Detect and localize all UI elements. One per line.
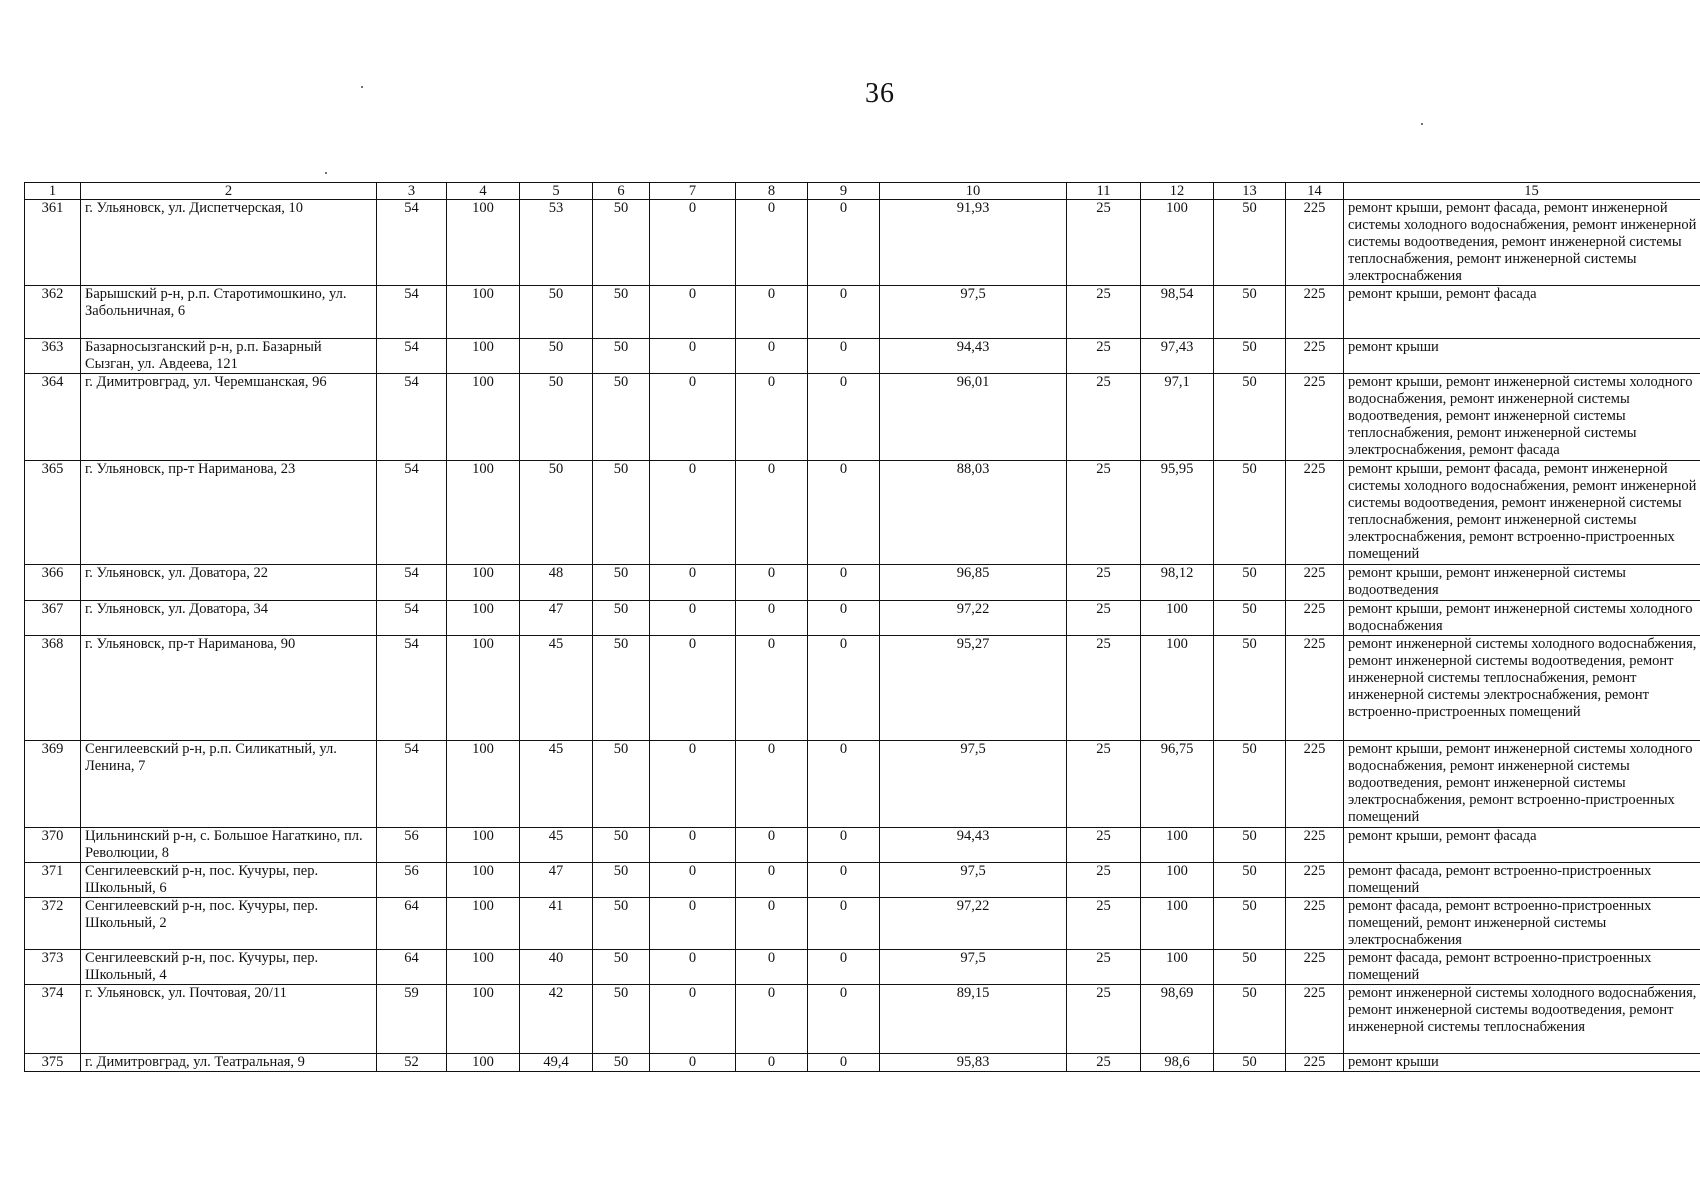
value-cell-c5: 45 — [520, 636, 593, 741]
value-cell-c5: 45 — [520, 741, 593, 828]
value-cell-c11: 25 — [1067, 950, 1141, 985]
value-cell-c11: 25 — [1067, 461, 1141, 565]
works-cell: ремонт фасада, ремонт встроенно-пристроенных помещений — [1344, 863, 1700, 898]
value-cell-c7: 0 — [650, 898, 736, 950]
value-cell-c12: 100 — [1141, 200, 1214, 286]
value-cell-c7: 0 — [650, 565, 736, 601]
address-cell: г. Ульяновск, пр-т Нариманова, 90 — [81, 636, 377, 741]
value-cell-c6: 50 — [593, 339, 650, 374]
value-cell-c3: 54 — [377, 741, 447, 828]
value-cell-c5: 50 — [520, 339, 593, 374]
value-cell-c8: 0 — [736, 461, 808, 565]
address-cell: г. Димитровград, ул. Театральная, 9 — [81, 1054, 377, 1072]
value-cell-c13: 50 — [1214, 950, 1286, 985]
column-header-8: 8 — [736, 183, 808, 200]
value-cell-c10: 97,5 — [880, 741, 1067, 828]
row-number: 364 — [25, 374, 81, 461]
value-cell-c3: 54 — [377, 286, 447, 339]
value-cell-c12: 100 — [1141, 636, 1214, 741]
value-cell-c14: 225 — [1286, 898, 1344, 950]
value-cell-c4: 100 — [447, 636, 520, 741]
value-cell-c9: 0 — [808, 461, 880, 565]
address-cell: Сенгилеевский р-н, пос. Кучуры, пер. Школьный, 6 — [81, 863, 377, 898]
value-cell-c5: 42 — [520, 985, 593, 1054]
value-cell-c3: 54 — [377, 565, 447, 601]
value-cell-c13: 50 — [1214, 985, 1286, 1054]
value-cell-c5: 53 — [520, 200, 593, 286]
row-number: 366 — [25, 565, 81, 601]
value-cell-c10: 95,83 — [880, 1054, 1067, 1072]
value-cell-c14: 225 — [1286, 286, 1344, 339]
value-cell-c8: 0 — [736, 286, 808, 339]
value-cell-c9: 0 — [808, 950, 880, 985]
works-cell: ремонт крыши — [1344, 339, 1700, 374]
value-cell-c10: 97,22 — [880, 898, 1067, 950]
value-cell-c8: 0 — [736, 636, 808, 741]
works-cell: ремонт крыши, ремонт инженерной системы холодного водоснабжения, ремонт инженерной системы водоотведения, ремонт инженерной системы теплоснабжения, ремонт инженерной системы электроснабжения, ремонт фасада — [1344, 374, 1700, 461]
address-cell: г. Ульяновск, пр-т Нариманова, 23 — [81, 461, 377, 565]
value-cell-c4: 100 — [447, 863, 520, 898]
value-cell-c14: 225 — [1286, 461, 1344, 565]
works-cell: ремонт крыши, ремонт фасада, ремонт инженерной системы холодного водоснабжения, ремонт инженерной системы водоотведения, ремонт инженерной системы теплоснабжения, ремонт инженерной системы электроснабжения, ремонт встроенно-пристроенных помещений — [1344, 461, 1700, 565]
column-header-5: 5 — [520, 183, 593, 200]
scan-speck — [1421, 123, 1423, 125]
value-cell-c5: 49,4 — [520, 1054, 593, 1072]
value-cell-c13: 50 — [1214, 741, 1286, 828]
row-number: 368 — [25, 636, 81, 741]
value-cell-c12: 100 — [1141, 863, 1214, 898]
works-cell: ремонт крыши — [1344, 1054, 1700, 1072]
value-cell-c6: 50 — [593, 374, 650, 461]
value-cell-c4: 100 — [447, 461, 520, 565]
value-cell-c13: 50 — [1214, 565, 1286, 601]
value-cell-c11: 25 — [1067, 863, 1141, 898]
value-cell-c8: 0 — [736, 950, 808, 985]
column-header-11: 11 — [1067, 183, 1141, 200]
registry-table — [24, 182, 1700, 1072]
value-cell-c12: 98,6 — [1141, 1054, 1214, 1072]
column-header-4: 4 — [447, 183, 520, 200]
value-cell-c11: 25 — [1067, 200, 1141, 286]
value-cell-c6: 50 — [593, 1054, 650, 1072]
table-row — [25, 950, 1700, 985]
value-cell-c14: 225 — [1286, 950, 1344, 985]
value-cell-c7: 0 — [650, 1054, 736, 1072]
value-cell-c9: 0 — [808, 200, 880, 286]
value-cell-c14: 225 — [1286, 828, 1344, 863]
value-cell-c14: 225 — [1286, 601, 1344, 636]
value-cell-c6: 50 — [593, 286, 650, 339]
value-cell-c9: 0 — [808, 636, 880, 741]
value-cell-c5: 48 — [520, 565, 593, 601]
value-cell-c6: 50 — [593, 601, 650, 636]
value-cell-c4: 100 — [447, 374, 520, 461]
value-cell-c9: 0 — [808, 565, 880, 601]
value-cell-c3: 52 — [377, 1054, 447, 1072]
value-cell-c7: 0 — [650, 374, 736, 461]
value-cell-c4: 100 — [447, 565, 520, 601]
value-cell-c12: 98,54 — [1141, 286, 1214, 339]
value-cell-c11: 25 — [1067, 828, 1141, 863]
value-cell-c14: 225 — [1286, 741, 1344, 828]
value-cell-c9: 0 — [808, 898, 880, 950]
value-cell-c10: 97,5 — [880, 950, 1067, 985]
value-cell-c14: 225 — [1286, 200, 1344, 286]
value-cell-c11: 25 — [1067, 898, 1141, 950]
value-cell-c8: 0 — [736, 601, 808, 636]
table-row — [25, 863, 1700, 898]
value-cell-c10: 97,5 — [880, 863, 1067, 898]
value-cell-c11: 25 — [1067, 985, 1141, 1054]
address-cell: г. Ульяновск, ул. Доватора, 34 — [81, 601, 377, 636]
row-number: 370 — [25, 828, 81, 863]
value-cell-c3: 56 — [377, 828, 447, 863]
value-cell-c13: 50 — [1214, 200, 1286, 286]
value-cell-c7: 0 — [650, 950, 736, 985]
value-cell-c4: 100 — [447, 898, 520, 950]
value-cell-c9: 0 — [808, 339, 880, 374]
value-cell-c6: 50 — [593, 200, 650, 286]
value-cell-c12: 100 — [1141, 950, 1214, 985]
table-row — [25, 565, 1700, 601]
value-cell-c3: 54 — [377, 461, 447, 565]
value-cell-c13: 50 — [1214, 863, 1286, 898]
works-cell: ремонт инженерной системы холодного водоснабжения, ремонт инженерной системы водоотведения, ремонт инженерной системы теплоснабжения, ремонт инженерной системы электроснабжения, ремонт встроенно-пристроенных помещений — [1344, 636, 1700, 741]
value-cell-c3: 64 — [377, 898, 447, 950]
value-cell-c13: 50 — [1214, 601, 1286, 636]
value-cell-c12: 97,1 — [1141, 374, 1214, 461]
value-cell-c14: 225 — [1286, 985, 1344, 1054]
value-cell-c7: 0 — [650, 741, 736, 828]
value-cell-c14: 225 — [1286, 374, 1344, 461]
page-number: 36 — [865, 78, 895, 109]
table-row — [25, 898, 1700, 950]
value-cell-c8: 0 — [736, 828, 808, 863]
value-cell-c13: 50 — [1214, 339, 1286, 374]
value-cell-c3: 59 — [377, 985, 447, 1054]
address-cell: г. Димитровград, ул. Черемшанская, 96 — [81, 374, 377, 461]
value-cell-c8: 0 — [736, 339, 808, 374]
value-cell-c3: 54 — [377, 601, 447, 636]
value-cell-c12: 97,43 — [1141, 339, 1214, 374]
column-header-1: 1 — [25, 183, 81, 200]
value-cell-c8: 0 — [736, 1054, 808, 1072]
column-header-2: 2 — [81, 183, 377, 200]
scan-speck — [361, 86, 363, 88]
value-cell-c4: 100 — [447, 950, 520, 985]
value-cell-c12: 98,69 — [1141, 985, 1214, 1054]
row-number: 371 — [25, 863, 81, 898]
value-cell-c5: 41 — [520, 898, 593, 950]
value-cell-c12: 100 — [1141, 898, 1214, 950]
value-cell-c10: 89,15 — [880, 985, 1067, 1054]
value-cell-c7: 0 — [650, 339, 736, 374]
works-cell: ремонт крыши, ремонт инженерной системы холодного водоснабжения — [1344, 601, 1700, 636]
value-cell-c3: 54 — [377, 339, 447, 374]
table-row — [25, 339, 1700, 374]
column-header-14: 14 — [1286, 183, 1344, 200]
address-cell: г. Ульяновск, ул. Диспетчерская, 10 — [81, 200, 377, 286]
value-cell-c6: 50 — [593, 950, 650, 985]
works-cell: ремонт крыши, ремонт инженерной системы холодного водоснабжения, ремонт инженерной системы водоотведения, ремонт инженерной системы электроснабжения, ремонт встроенно-пристроенных помещений — [1344, 741, 1700, 828]
scan-speck — [325, 172, 327, 174]
column-header-15: 15 — [1344, 183, 1700, 200]
value-cell-c12: 100 — [1141, 601, 1214, 636]
value-cell-c13: 50 — [1214, 636, 1286, 741]
table-row — [25, 828, 1700, 863]
row-number: 365 — [25, 461, 81, 565]
value-cell-c14: 225 — [1286, 1054, 1344, 1072]
value-cell-c10: 95,27 — [880, 636, 1067, 741]
value-cell-c11: 25 — [1067, 636, 1141, 741]
value-cell-c11: 25 — [1067, 565, 1141, 601]
value-cell-c7: 0 — [650, 200, 736, 286]
value-cell-c4: 100 — [447, 286, 520, 339]
table-row — [25, 286, 1700, 339]
row-number: 373 — [25, 950, 81, 985]
works-cell: ремонт крыши, ремонт фасада — [1344, 286, 1700, 339]
table-body — [25, 200, 1700, 1072]
value-cell-c3: 54 — [377, 636, 447, 741]
value-cell-c13: 50 — [1214, 461, 1286, 565]
value-cell-c7: 0 — [650, 286, 736, 339]
row-number: 367 — [25, 601, 81, 636]
value-cell-c4: 100 — [447, 985, 520, 1054]
row-number: 375 — [25, 1054, 81, 1072]
value-cell-c6: 50 — [593, 741, 650, 828]
column-header-13: 13 — [1214, 183, 1286, 200]
value-cell-c5: 50 — [520, 461, 593, 565]
row-number: 374 — [25, 985, 81, 1054]
table-row — [25, 461, 1700, 565]
value-cell-c12: 100 — [1141, 828, 1214, 863]
value-cell-c6: 50 — [593, 565, 650, 601]
value-cell-c3: 54 — [377, 374, 447, 461]
address-cell: Барышский р-н, р.п. Старотимошкино, ул. Забольничная, 6 — [81, 286, 377, 339]
value-cell-c9: 0 — [808, 286, 880, 339]
value-cell-c9: 0 — [808, 828, 880, 863]
value-cell-c10: 96,01 — [880, 374, 1067, 461]
address-cell: Сенгилеевский р-н, р.п. Силикатный, ул. Ленина, 7 — [81, 741, 377, 828]
value-cell-c8: 0 — [736, 200, 808, 286]
value-cell-c14: 225 — [1286, 863, 1344, 898]
value-cell-c10: 94,43 — [880, 828, 1067, 863]
value-cell-c11: 25 — [1067, 374, 1141, 461]
works-cell: ремонт фасада, ремонт встроенно-пристроенных помещений, ремонт инженерной системы электроснабжения — [1344, 898, 1700, 950]
value-cell-c6: 50 — [593, 636, 650, 741]
value-cell-c4: 100 — [447, 1054, 520, 1072]
value-cell-c10: 97,22 — [880, 601, 1067, 636]
value-cell-c5: 50 — [520, 374, 593, 461]
value-cell-c13: 50 — [1214, 1054, 1286, 1072]
value-cell-c4: 100 — [447, 601, 520, 636]
value-cell-c13: 50 — [1214, 286, 1286, 339]
address-cell: Сенгилеевский р-н, пос. Кучуры, пер. Школьный, 4 — [81, 950, 377, 985]
row-number: 361 — [25, 200, 81, 286]
value-cell-c3: 64 — [377, 950, 447, 985]
value-cell-c12: 98,12 — [1141, 565, 1214, 601]
value-cell-c6: 50 — [593, 863, 650, 898]
value-cell-c10: 96,85 — [880, 565, 1067, 601]
value-cell-c8: 0 — [736, 898, 808, 950]
value-cell-c10: 94,43 — [880, 339, 1067, 374]
value-cell-c8: 0 — [736, 985, 808, 1054]
address-cell: г. Ульяновск, ул. Доватора, 22 — [81, 565, 377, 601]
value-cell-c13: 50 — [1214, 828, 1286, 863]
value-cell-c14: 225 — [1286, 636, 1344, 741]
works-cell: ремонт крыши, ремонт фасада — [1344, 828, 1700, 863]
value-cell-c11: 25 — [1067, 339, 1141, 374]
value-cell-c9: 0 — [808, 1054, 880, 1072]
value-cell-c9: 0 — [808, 741, 880, 828]
column-header-7: 7 — [650, 183, 736, 200]
value-cell-c11: 25 — [1067, 741, 1141, 828]
value-cell-c8: 0 — [736, 741, 808, 828]
table-row — [25, 985, 1700, 1054]
value-cell-c6: 50 — [593, 985, 650, 1054]
value-cell-c3: 54 — [377, 200, 447, 286]
value-cell-c8: 0 — [736, 863, 808, 898]
header-row — [25, 183, 1700, 200]
value-cell-c12: 95,95 — [1141, 461, 1214, 565]
value-cell-c10: 97,5 — [880, 286, 1067, 339]
table-row — [25, 1054, 1700, 1072]
works-cell: ремонт крыши, ремонт фасада, ремонт инженерной системы холодного водоснабжения, ремонт инженерной системы водоотведения, ремонт инженерной системы теплоснабжения, ремонт инженерной системы электроснабжения — [1344, 200, 1700, 286]
value-cell-c7: 0 — [650, 828, 736, 863]
value-cell-c12: 96,75 — [1141, 741, 1214, 828]
value-cell-c5: 50 — [520, 286, 593, 339]
value-cell-c13: 50 — [1214, 898, 1286, 950]
value-cell-c7: 0 — [650, 985, 736, 1054]
value-cell-c9: 0 — [808, 985, 880, 1054]
works-cell: ремонт фасада, ремонт встроенно-пристроенных помещений — [1344, 950, 1700, 985]
value-cell-c10: 88,03 — [880, 461, 1067, 565]
row-number: 369 — [25, 741, 81, 828]
value-cell-c7: 0 — [650, 601, 736, 636]
works-cell: ремонт инженерной системы холодного водоснабжения, ремонт инженерной системы водоотведения, ремонт инженерной системы теплоснабжения — [1344, 985, 1700, 1054]
value-cell-c4: 100 — [447, 741, 520, 828]
value-cell-c4: 100 — [447, 200, 520, 286]
column-header-12: 12 — [1141, 183, 1214, 200]
table-row — [25, 200, 1700, 286]
value-cell-c8: 0 — [736, 565, 808, 601]
value-cell-c9: 0 — [808, 601, 880, 636]
value-cell-c9: 0 — [808, 374, 880, 461]
works-cell: ремонт крыши, ремонт инженерной системы водоотведения — [1344, 565, 1700, 601]
column-header-6: 6 — [593, 183, 650, 200]
column-header-9: 9 — [808, 183, 880, 200]
value-cell-c14: 225 — [1286, 339, 1344, 374]
row-number: 363 — [25, 339, 81, 374]
row-number: 372 — [25, 898, 81, 950]
value-cell-c11: 25 — [1067, 286, 1141, 339]
value-cell-c8: 0 — [736, 374, 808, 461]
value-cell-c3: 56 — [377, 863, 447, 898]
table-row — [25, 636, 1700, 741]
value-cell-c5: 40 — [520, 950, 593, 985]
table-row — [25, 374, 1700, 461]
address-cell: Сенгилеевский р-н, пос. Кучуры, пер. Школьный, 2 — [81, 898, 377, 950]
column-header-3: 3 — [377, 183, 447, 200]
value-cell-c5: 47 — [520, 863, 593, 898]
value-cell-c7: 0 — [650, 863, 736, 898]
value-cell-c6: 50 — [593, 828, 650, 863]
row-number: 362 — [25, 286, 81, 339]
value-cell-c6: 50 — [593, 898, 650, 950]
address-cell: Базарносызганский р-н, р.п. Базарный Сызган, ул. Авдеева, 121 — [81, 339, 377, 374]
value-cell-c11: 25 — [1067, 601, 1141, 636]
value-cell-c5: 45 — [520, 828, 593, 863]
value-cell-c13: 50 — [1214, 374, 1286, 461]
value-cell-c10: 91,93 — [880, 200, 1067, 286]
column-header-10: 10 — [880, 183, 1067, 200]
value-cell-c9: 0 — [808, 863, 880, 898]
address-cell: Цильнинский р-н, с. Большое Нагаткино, пл. Революции, 8 — [81, 828, 377, 863]
table-row — [25, 741, 1700, 828]
address-cell: г. Ульяновск, ул. Почтовая, 20/11 — [81, 985, 377, 1054]
value-cell-c4: 100 — [447, 339, 520, 374]
value-cell-c11: 25 — [1067, 1054, 1141, 1072]
table-row — [25, 601, 1700, 636]
value-cell-c14: 225 — [1286, 565, 1344, 601]
value-cell-c5: 47 — [520, 601, 593, 636]
value-cell-c7: 0 — [650, 461, 736, 565]
value-cell-c4: 100 — [447, 828, 520, 863]
value-cell-c7: 0 — [650, 636, 736, 741]
value-cell-c6: 50 — [593, 461, 650, 565]
